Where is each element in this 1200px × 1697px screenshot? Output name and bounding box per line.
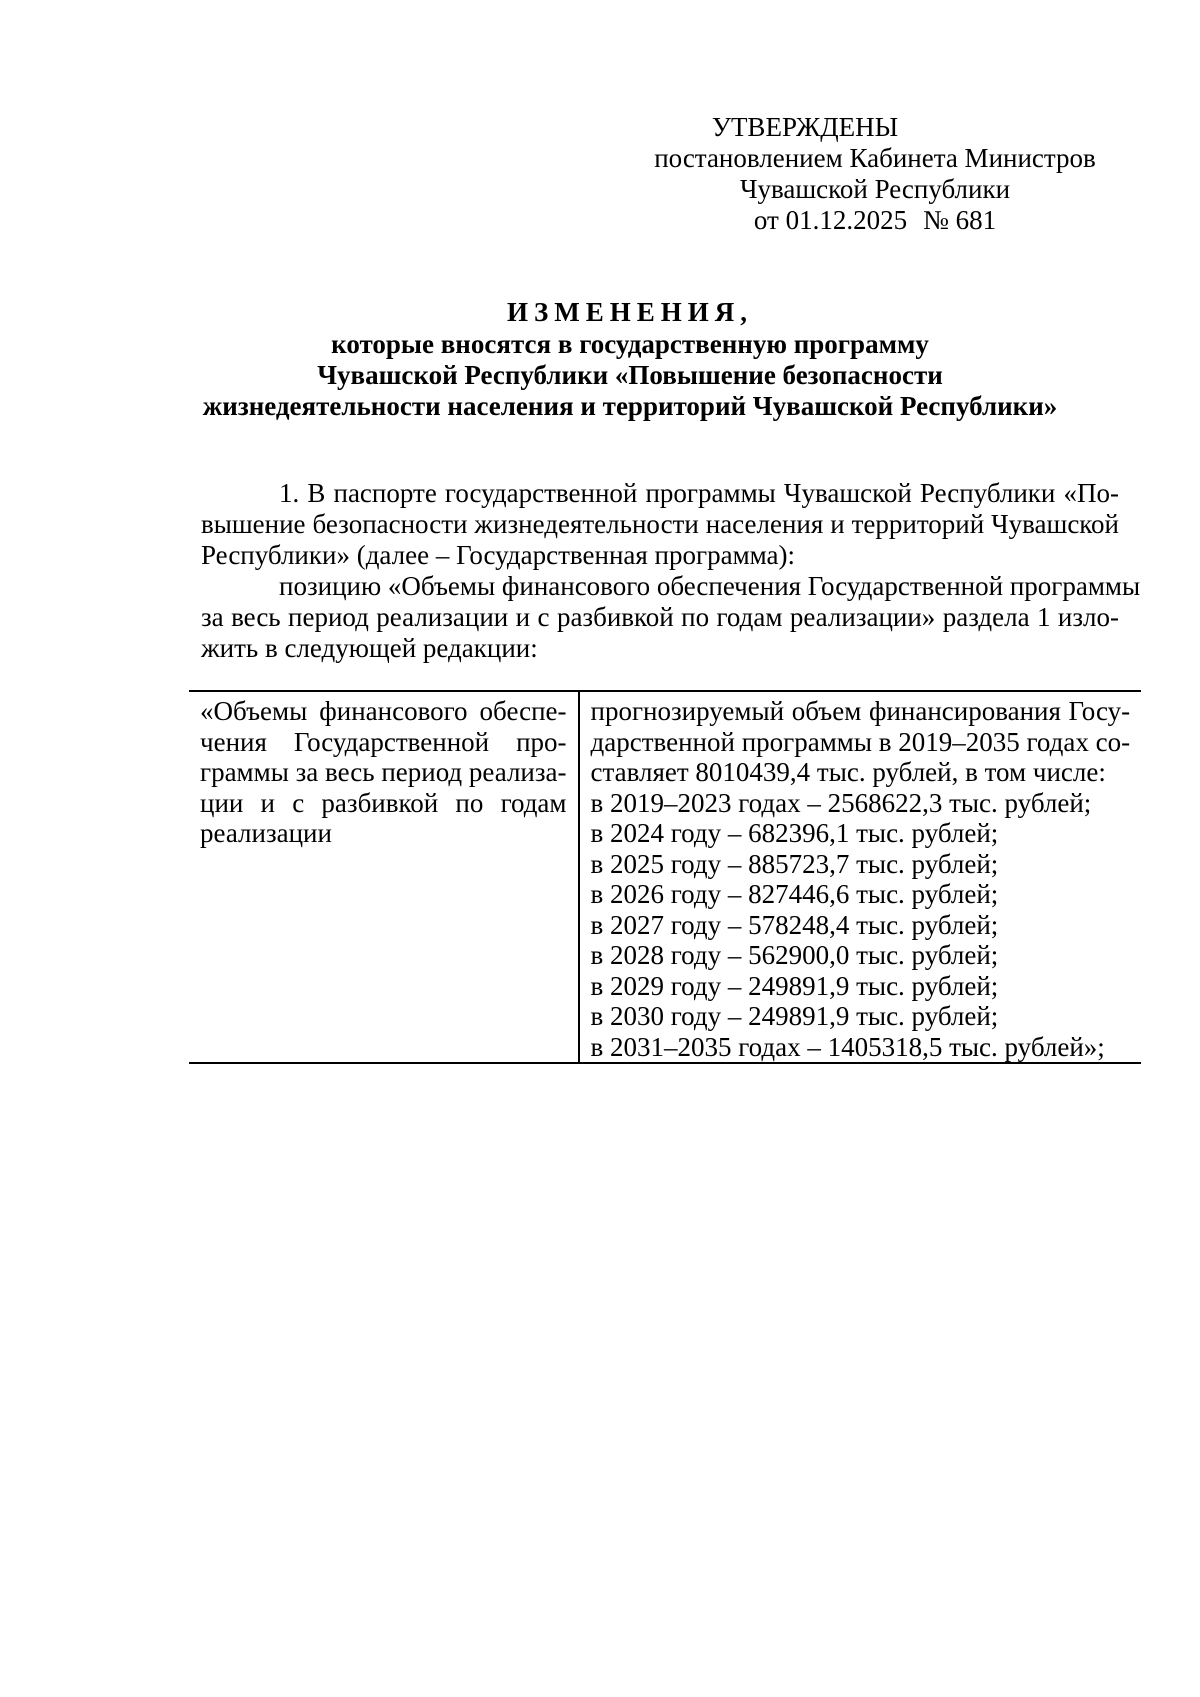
position-line: граммы за весь период реализа- <box>200 757 567 787</box>
finance-table <box>189 690 1141 1064</box>
value-line: в 2029 году – 249891,9 тыс. рублей; <box>590 970 999 1001</box>
value-line: ставляет 8010439,4 тыс. рублей, в том числе: <box>590 757 1106 787</box>
value-line: в 2024 году – 682396,1 тыс. рублей; <box>590 818 999 848</box>
position-line: «Объемы финансового обеспе- <box>200 696 567 726</box>
value-line: в 2030 году – 249891,9 тыс. рублей; <box>590 1001 999 1031</box>
title-line-2: Чувашской Республики «Повышение безопасности <box>317 360 943 390</box>
body-text <box>201 478 1141 664</box>
value-line: дарственной программы в 2019–2035 годах со- <box>590 726 1131 757</box>
position-line: ции и с разбивкой по годам <box>200 787 567 818</box>
value-line: в 2026 году – 827446,6 тыс. рублей; <box>590 879 999 909</box>
approval-number: № 681 <box>923 205 997 235</box>
table-cell-position <box>189 691 579 1063</box>
title-line-1: которые вносятся в государственную программу <box>331 329 929 359</box>
table-row <box>189 691 1141 1063</box>
title-line-3: жизнедеятельности населения и территорий Чувашской Республики» <box>202 391 1058 421</box>
value-line: в 2027 году – 578248,4 тыс. рублей; <box>590 909 999 940</box>
title-heading: ИЗМЕНЕНИЯ, <box>506 297 753 327</box>
document-title <box>180 297 1080 422</box>
approval-date: от 01.12.2025 <box>753 205 908 235</box>
value-line: в 2028 году – 562900,0 тыс. рублей; <box>590 940 999 970</box>
value-line: в 2025 году – 885723,7 тыс. рублей; <box>590 848 999 879</box>
paragraph-1-line-3: Республики» (далее – Государственная программа): <box>201 540 796 570</box>
position-line: чения Государственной про- <box>200 726 567 757</box>
paragraph-2-line-1: позицию «Объемы финансового обеспечения Государственной программы <box>279 571 1141 601</box>
position-line: реализации <box>200 818 332 848</box>
paragraph-1-line-1: 1. В паспорте государственной программы Чувашской Республики «По- <box>279 478 1119 508</box>
paragraph-2-line-2: за весь период реализации и с разбивкой по годам реализации» раздела 1 изло- <box>201 602 1119 632</box>
value-line: прогнозируемый объем финансирования Госу- <box>590 696 1131 726</box>
approval-date-line <box>640 205 1110 236</box>
approval-line-1: постановлением Кабинета Министров <box>654 143 1096 173</box>
approval-title: УТВЕРЖДЕНЫ <box>711 112 899 142</box>
value-line: в 2019–2023 годах – 2568622,3 тыс. рублей; <box>590 787 1092 818</box>
paragraph-2-line-3: жить в следующей редакции: <box>201 633 538 663</box>
approval-block <box>640 112 1110 236</box>
paragraph-1-line-2: вышение безопасности жизнедеятельности населения и территорий Чувашской <box>201 509 1119 539</box>
approval-line-2: Чувашской Республики <box>739 174 1011 204</box>
value-line: в 2031–2035 годах – 1405318,5 тыс. рублей»; <box>590 1031 1105 1062</box>
table-cell-value <box>579 691 1142 1063</box>
